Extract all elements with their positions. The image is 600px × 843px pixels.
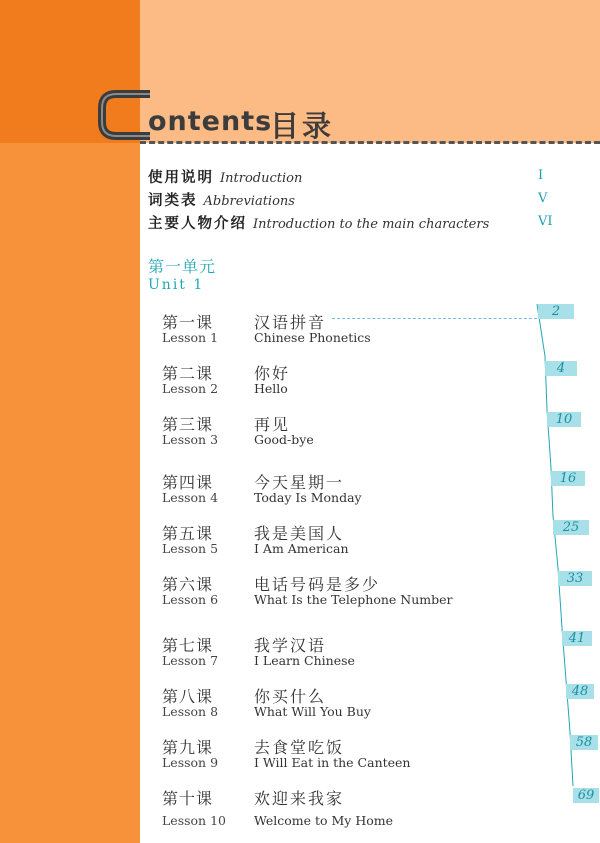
lesson-title-cn: 你买什么 [254,687,327,706]
unit-heading-cn: 第一单元 [148,257,217,276]
lesson-title-en: Chinese Phonetics [254,330,371,345]
lesson-number-en: Lesson 5 [162,541,219,556]
lesson-title-en: I Am American [254,541,349,556]
toc-lesson-row[interactable] [162,684,600,724]
contents-title-en: ontents [148,106,273,137]
lesson-number-cn: 第五课 [162,524,214,543]
lesson-number-en: Lesson 9 [162,755,219,770]
toc-lesson-row[interactable] [162,735,600,775]
toc-lesson-row[interactable] [162,572,600,612]
toc-lesson-row[interactable] [162,310,600,350]
lesson-number-cn: 第六课 [162,575,214,594]
lesson-title-cn: 欢迎来我家 [254,789,345,808]
lesson-title-cn: 再见 [254,415,291,434]
toc-intro-row[interactable] [148,166,568,188]
lesson-title-en: What Will You Buy [254,704,371,719]
intro-title-cn: 词类表 [148,193,198,209]
toc-lesson-row[interactable] [162,412,600,452]
toc-lesson-row[interactable] [162,470,600,510]
toc-lesson-row[interactable] [162,521,600,561]
lesson-number-en: Lesson 2 [162,381,219,396]
lesson-title-cn: 汉语拼音 [254,313,327,332]
contents-title-cn: 目录 [270,109,335,143]
lesson-number-cn: 第三课 [162,415,214,434]
lesson-title-cn: 去食堂吃饭 [254,738,345,757]
lesson-number-en: Lesson 4 [162,490,219,505]
lesson-number-en: Lesson 10 [162,813,226,828]
lesson-title-cn: 今天星期一 [254,473,345,492]
toc-lesson-row[interactable] [162,633,600,673]
lesson-title-cn: 电话号码是多少 [254,575,381,594]
lesson-title-en: What Is the Telephone Number [254,592,453,607]
lesson-title-en: Hello [254,381,288,396]
lesson-number-cn: 第二课 [162,364,214,383]
lesson-number-cn: 第十课 [162,789,214,808]
page-number-tag: 69 [573,788,599,803]
lesson-number-en: Lesson 1 [162,330,219,345]
lesson-title-en: Today Is Monday [254,490,362,505]
intro-title-en: Introduction to the main characters [253,217,490,232]
toc-intro-row[interactable] [148,212,568,234]
lesson-number-en: Lesson 3 [162,432,219,447]
page-number-tag: 4 [545,361,577,376]
intro-title-cn: 主要人物介绍 [148,216,247,232]
lesson-title-cn: 我是美国人 [254,524,345,543]
intro-page-number: V [538,191,548,206]
lesson-number-cn: 第八课 [162,687,214,706]
lesson-number-cn: 第七课 [162,636,214,655]
intro-page-number: I [538,168,544,183]
lesson-number-cn: 第一课 [162,313,214,332]
unit-heading-en: Unit 1 [148,277,205,293]
toc-lesson-row[interactable] [162,361,600,401]
page-number-tag: 10 [547,412,581,427]
intro-title-en: Introduction [220,171,303,186]
lesson-number-en: Lesson 8 [162,704,219,719]
lesson-number-cn: 第九课 [162,738,214,757]
page-number-tag: 16 [551,471,585,486]
page-number-tag: 2 [538,304,574,319]
lesson-title-en: Welcome to My Home [254,813,394,828]
page-number-tag: 41 [562,631,592,646]
lesson-title-en: I Learn Chinese [254,653,355,668]
intro-title-en: Abbreviations [203,194,295,209]
page-number-tag: 58 [570,735,598,750]
lesson-number-en: Lesson 7 [162,653,219,668]
page-number-tag: 33 [558,571,592,586]
toc-intro-row[interactable] [148,189,568,211]
intro-page-number: VI [538,214,553,229]
page-number-tag: 48 [566,684,594,699]
page-number-tag: 25 [553,520,589,535]
dashed-leader-line [332,318,537,319]
intro-title-cn: 使用说明 [148,170,214,186]
header-dashed-line [140,141,600,144]
lesson-title-cn: 你好 [254,364,291,383]
lesson-number-en: Lesson 6 [162,592,219,607]
lesson-number-cn: 第四课 [162,473,214,492]
lesson-title-en: Good-bye [254,432,314,447]
lesson-title-cn: 我学汉语 [254,636,327,655]
toc-lesson-row[interactable] [162,786,600,826]
lesson-title-en: I Will Eat in the Canteen [254,755,411,770]
